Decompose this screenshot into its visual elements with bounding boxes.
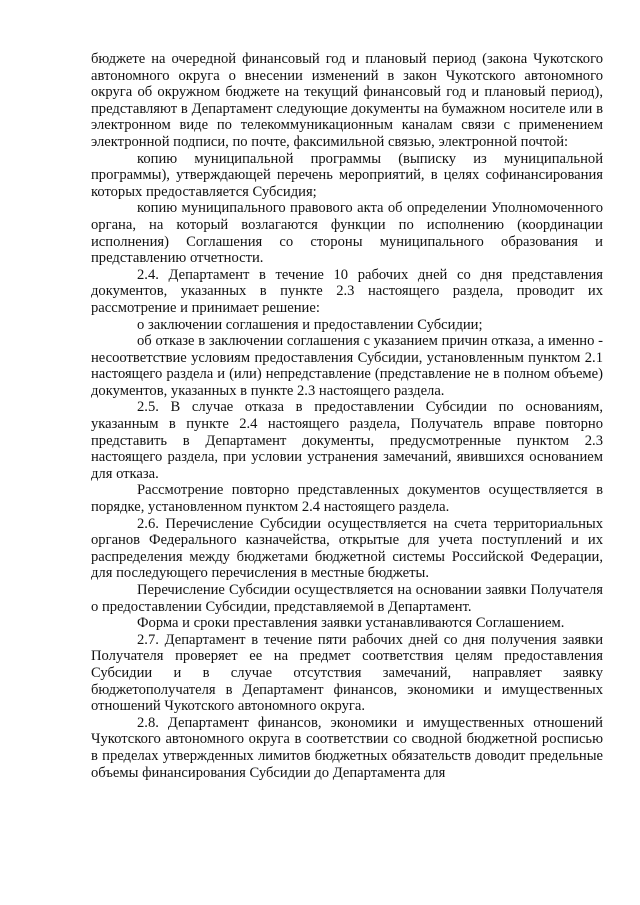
document-body xyxy=(91,51,603,781)
paragraph-2-6: 2.6. Перечисление Субсидии осуществляется на счета территориальных органов Федерального казначейства, открытые для учета поступлений и их распределения между бюджетами бюджетной системы Российской Федерации, для последующего перечисления в местные бюджеты. xyxy=(91,515,603,582)
paragraph-2-8: 2.8. Департамент финансов, экономики и имущественных отношений Чукотского автономного округа в соответствии со сводной бюджетной росписью в пределах утвержденных лимитов бюджетных обязательств доводит предельные объемы финансирования Субсидии до Департамента для xyxy=(91,714,603,781)
paragraph-legal-act-copy: копию муниципального правового акта об определении Уполномоченного органа, на который возлагаются функции по исполнению (координации исполнения) Соглашения со стороны муниципального образования и представлению отчетности. xyxy=(91,200,603,267)
paragraph-budget-documents: бюджете на очередной финансовый год и плановый период (закона Чукотского автономного округа о внесении изменений в закон Чукотского автономного округа об окружном бюджете на текущий финансовый год и плановый период), представляют в Департамент следующие документы на бумажном носителе или в электронном виде по телекоммуникационным каналам связи с применением электронной подписи, по почте, факсимильной связью, электронной почтой: xyxy=(91,51,603,150)
paragraph-2-4: 2.4. Департамент в течение 10 рабочих дней со дня представления документов, указанных в пункте 2.3 настоящего раздела, проводит их рассмотрение и принимает решение: xyxy=(91,266,603,316)
paragraph-agreement-decision: о заключении соглашения и предоставлении Субсидии; xyxy=(137,316,483,333)
paragraph-refusal-decision: об отказе в заключении соглашения с указанием причин отказа, а именно - несоответствие условиям предоставления Субсидии, установленным пунктом 2.1 настоящего раздела и (или) непредставление (представление не в полном объеме) документов, указанных в пункте 2.3 настоящего раздела. xyxy=(91,333,603,399)
paragraph-2-5: 2.5. В случае отказа в предоставлении Субсидии по основаниям, указанным в пункте 2.4 настоящего раздела, Получатель вправе повторно представить в Департамент документы, предусмотренные пунктом 2.3 настоящего раздела, при условии устранения замечаний, явившихся основанием для отказа. xyxy=(91,399,603,482)
paragraph-application-form: Форма и сроки преставления заявки устанавливаются Соглашением. xyxy=(137,615,565,632)
paragraph-2-7: 2.7. Департамент в течение пяти рабочих дней со дня получения заявки Получателя проверяет ее на предмет соответствия целям предоставления Субсидии и в случае отсутствия замечаний, направляет заявку бюджетополучателя в Департамент финансов, экономики и имущественных отношений Чукотского автономного округа. xyxy=(91,631,603,715)
paragraph-repeat-review: Рассмотрение повторно представленных документов осуществляется в порядке, установленном пунктом 2.4 настоящего раздела. xyxy=(91,482,603,516)
paragraph-program-copy: копию муниципальной программы (выписку из муниципальной программы), утверждающей перечень мероприятий, в целях софинансирования которых предоставляется Субсидия; xyxy=(91,150,603,200)
paragraph-transfer-basis: Перечисление Субсидии осуществляется на основании заявки Получателя о предоставлении Субсидии, представляемой в Департамент. xyxy=(91,582,603,615)
